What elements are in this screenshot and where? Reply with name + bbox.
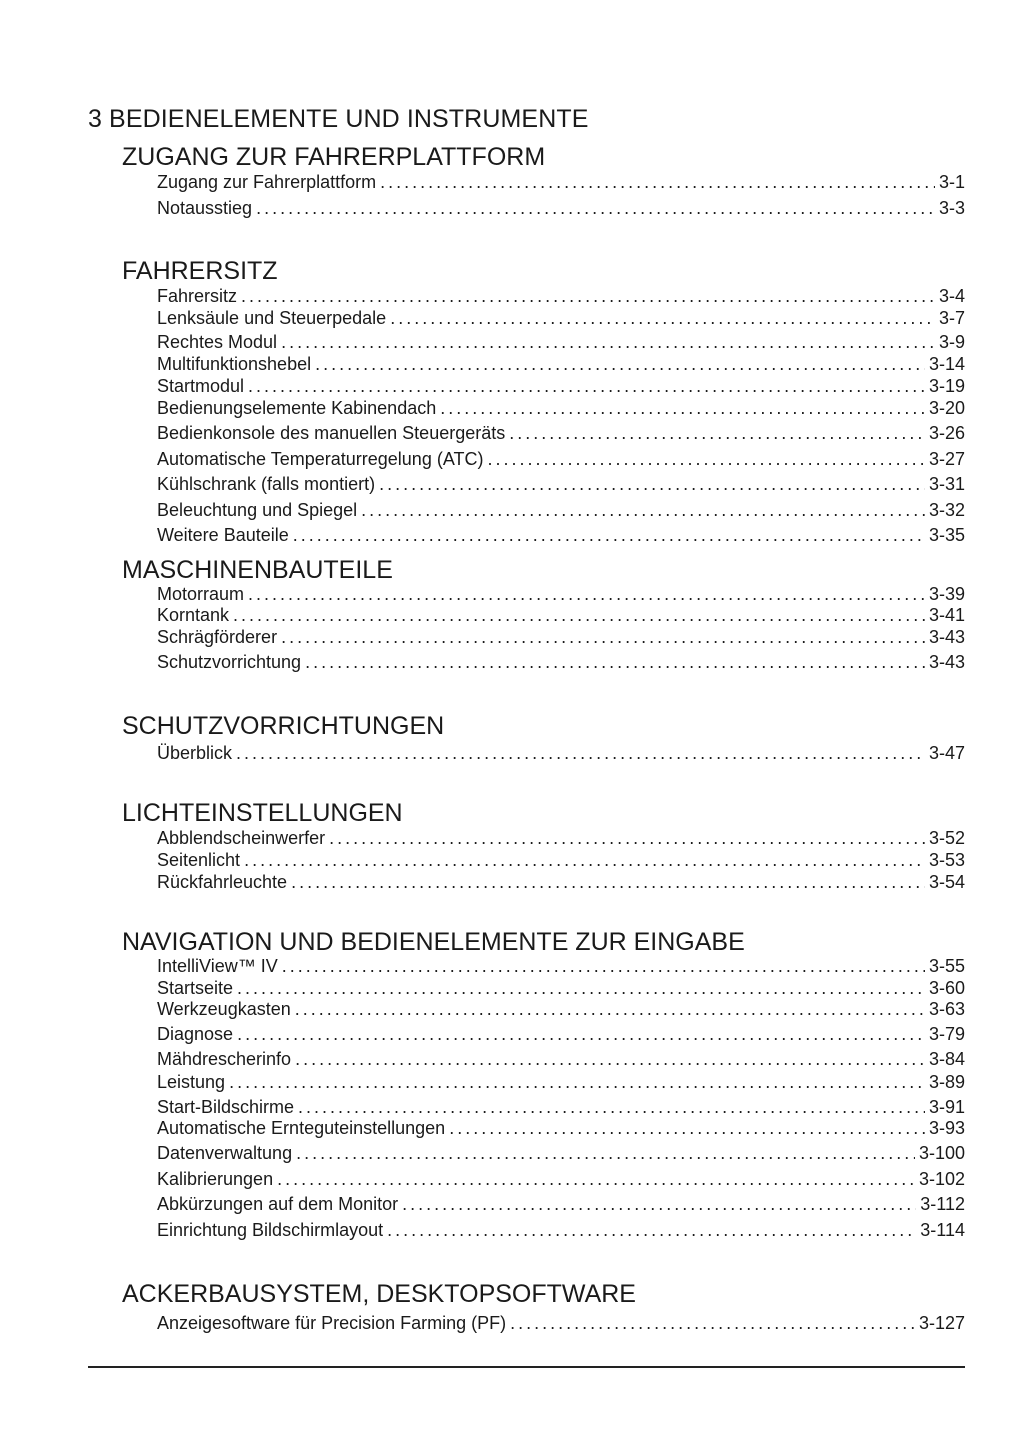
entry-page: 3-1 — [938, 172, 965, 192]
entry-label: Automatische Temperaturregelung (ATC) — [157, 449, 484, 469]
dot-leader — [244, 849, 925, 871]
entry-label: Beleuchtung und Spiegel — [157, 500, 358, 520]
entry-page: 3-3 — [938, 198, 965, 218]
toc-entry[interactable] — [157, 171, 965, 193]
entry-label: Mähdrescherinfo — [157, 1049, 292, 1069]
entry-page: 3-93 — [928, 1118, 965, 1138]
entry-page: 3-43 — [928, 652, 965, 672]
dot-leader — [296, 1142, 915, 1164]
entry-page: 3-55 — [928, 956, 965, 976]
section-title: MASCHINENBAUTEILE — [122, 556, 393, 584]
entry-page: 3-102 — [918, 1169, 965, 1189]
toc-entry[interactable] — [157, 604, 965, 626]
entry-label: Anzeigesoftware für Precision Farming (PF) — [157, 1313, 507, 1333]
toc-entry[interactable] — [157, 353, 965, 375]
entry-page: 3-7 — [938, 308, 965, 328]
entry-label: Multifunktionshebel — [157, 354, 312, 374]
section-title: LICHTEINSTELLUNGEN — [122, 799, 403, 827]
entry-label: Korntank — [157, 605, 230, 625]
dot-leader — [509, 422, 925, 444]
entry-page: 3-4 — [938, 286, 965, 306]
footer-rule — [88, 1366, 965, 1368]
entry-label: IntelliView™ IV — [157, 956, 278, 976]
entry-page: 3-27 — [928, 449, 965, 469]
section-title: SCHUTZVORRICHTUNGEN — [122, 712, 445, 740]
entry-page: 3-32 — [928, 500, 965, 520]
section-title: ACKERBAUSYSTEM, DESKTOPSOFTWARE — [122, 1280, 636, 1308]
dot-leader — [237, 977, 925, 999]
dot-leader — [229, 1071, 925, 1093]
toc-entry[interactable] — [157, 626, 965, 648]
dot-leader — [295, 1048, 925, 1070]
entry-label: Kühlschrank (falls montiert) — [157, 474, 376, 494]
toc-entry[interactable] — [157, 397, 965, 419]
toc-entry[interactable] — [157, 331, 965, 353]
dot-leader — [487, 448, 924, 470]
entry-label: Schutzvorrichtung — [157, 652, 302, 672]
entry-label: Startmodul — [157, 376, 245, 396]
entry-label: Weitere Bauteile — [157, 525, 289, 545]
toc-entry[interactable] — [157, 1142, 965, 1164]
entry-page: 3-91 — [928, 1097, 965, 1117]
dot-leader — [387, 1219, 916, 1241]
section-title: NAVIGATION UND BEDIENELEMENTE ZUR EINGABE — [122, 928, 745, 956]
toc-entry[interactable] — [157, 524, 965, 546]
toc-entry[interactable] — [157, 499, 965, 521]
dot-leader — [390, 307, 935, 329]
entry-label: Einrichtung Bildschirmlayout — [157, 1220, 384, 1240]
dot-leader — [291, 871, 925, 893]
toc-entry[interactable] — [157, 849, 965, 871]
toc-entry[interactable] — [157, 871, 965, 893]
entry-page: 3-63 — [928, 999, 965, 1019]
toc-entry[interactable] — [157, 197, 965, 219]
entry-label: Abblendscheinwerfer — [157, 828, 326, 848]
dot-leader — [293, 524, 925, 546]
entry-page: 3-100 — [918, 1143, 965, 1163]
dot-leader — [440, 397, 925, 419]
toc-entry[interactable] — [157, 473, 965, 495]
toc-entry[interactable] — [157, 583, 965, 605]
toc-entry[interactable] — [157, 375, 965, 397]
section-title: FAHRERSITZ — [122, 257, 278, 285]
entry-page: 3-19 — [928, 376, 965, 396]
toc-entry[interactable] — [157, 1117, 965, 1139]
dot-leader — [281, 331, 935, 353]
entry-label: Automatische Ernteguteinstellungen — [157, 1118, 446, 1138]
entry-page: 3-47 — [928, 743, 965, 763]
entry-label: Seitenlicht — [157, 850, 241, 870]
entry-page: 3-127 — [918, 1313, 965, 1333]
entry-label: Schrägförderer — [157, 627, 278, 647]
entry-page: 3-52 — [928, 828, 965, 848]
entry-page: 3-112 — [920, 1194, 965, 1214]
entry-page: 3-54 — [928, 872, 965, 892]
entry-label: Werkzeugkasten — [157, 999, 291, 1019]
entry-page: 3-60 — [928, 978, 965, 998]
dot-leader — [248, 375, 925, 397]
dot-leader — [277, 1168, 915, 1190]
entry-page: 3-39 — [928, 584, 965, 604]
entry-label: Start-Bildschirme — [157, 1097, 295, 1117]
toc-entry[interactable] — [157, 1193, 965, 1215]
toc-entry[interactable] — [157, 1048, 965, 1070]
dot-leader — [241, 285, 935, 307]
dot-leader — [402, 1193, 916, 1215]
toc-entry[interactable] — [157, 448, 965, 470]
entry-label: Notausstieg — [157, 198, 253, 218]
toc-entry[interactable] — [157, 1071, 965, 1093]
toc-entry[interactable] — [157, 285, 965, 307]
toc-entry[interactable] — [157, 827, 965, 849]
dot-leader — [233, 604, 925, 626]
toc-entry[interactable] — [157, 1096, 965, 1118]
dot-leader — [256, 197, 935, 219]
dot-leader — [248, 583, 925, 605]
entry-label: Leistung — [157, 1072, 226, 1092]
dot-leader — [315, 353, 925, 375]
entry-page: 3-14 — [928, 354, 965, 374]
entry-label: Zugang zur Fahrerplattform — [157, 172, 377, 192]
toc-entry[interactable] — [157, 998, 965, 1020]
entry-label: Motorraum — [157, 584, 245, 604]
dot-leader — [281, 626, 925, 648]
entry-label: Fahrersitz — [157, 286, 238, 306]
entry-label: Kalibrierungen — [157, 1169, 274, 1189]
toc-entry[interactable] — [157, 1023, 965, 1045]
dot-leader — [361, 499, 925, 521]
chapter-title: 3 BEDIENELEMENTE UND INSTRUMENTE — [88, 105, 589, 133]
toc-entry[interactable] — [157, 307, 965, 329]
entry-page: 3-84 — [928, 1049, 965, 1069]
toc-entry[interactable] — [157, 955, 965, 977]
entry-label: Datenverwaltung — [157, 1143, 293, 1163]
toc-entry[interactable] — [157, 651, 965, 673]
entry-label: Überblick — [157, 743, 233, 763]
entry-page: 3-9 — [938, 332, 965, 352]
entry-label: Startseite — [157, 978, 234, 998]
entry-page: 3-41 — [928, 605, 965, 625]
dot-leader — [449, 1117, 925, 1139]
entry-label: Diagnose — [157, 1024, 234, 1044]
dot-leader — [379, 473, 925, 495]
dot-leader — [305, 651, 925, 673]
entry-label: Rückfahrleuchte — [157, 872, 288, 892]
toc-entry[interactable] — [157, 1312, 965, 1334]
section-title: ZUGANG ZUR FAHRERPLATTFORM — [122, 143, 546, 171]
entry-label: Lenksäule und Steuerpedale — [157, 308, 387, 328]
entry-page: 3-35 — [928, 525, 965, 545]
entry-page: 3-20 — [928, 398, 965, 418]
dot-leader — [380, 171, 935, 193]
dot-leader — [329, 827, 925, 849]
toc-entry[interactable] — [157, 1168, 965, 1190]
toc-entry[interactable] — [157, 977, 965, 999]
dot-leader — [237, 1023, 925, 1045]
entry-page: 3-53 — [928, 850, 965, 870]
dot-leader — [510, 1312, 915, 1334]
entry-page: 3-89 — [928, 1072, 965, 1092]
entry-page: 3-31 — [928, 474, 965, 494]
dot-leader — [298, 1096, 925, 1118]
toc-entry[interactable] — [157, 422, 965, 444]
entry-page: 3-43 — [928, 627, 965, 647]
entry-page: 3-79 — [928, 1024, 965, 1044]
entry-page: 3-114 — [920, 1220, 965, 1240]
entry-label: Bedienungselemente Kabinendach — [157, 398, 437, 418]
entry-page: 3-26 — [928, 423, 965, 443]
dot-leader — [282, 955, 925, 977]
dot-leader — [236, 742, 925, 764]
toc-entry[interactable] — [157, 1219, 965, 1241]
dot-leader — [295, 998, 925, 1020]
toc-entry[interactable] — [157, 742, 965, 764]
entry-label: Bedienkonsole des manuellen Steuergeräts — [157, 423, 506, 443]
entry-label: Abkürzungen auf dem Monitor — [157, 1194, 399, 1214]
entry-label: Rechtes Modul — [157, 332, 278, 352]
